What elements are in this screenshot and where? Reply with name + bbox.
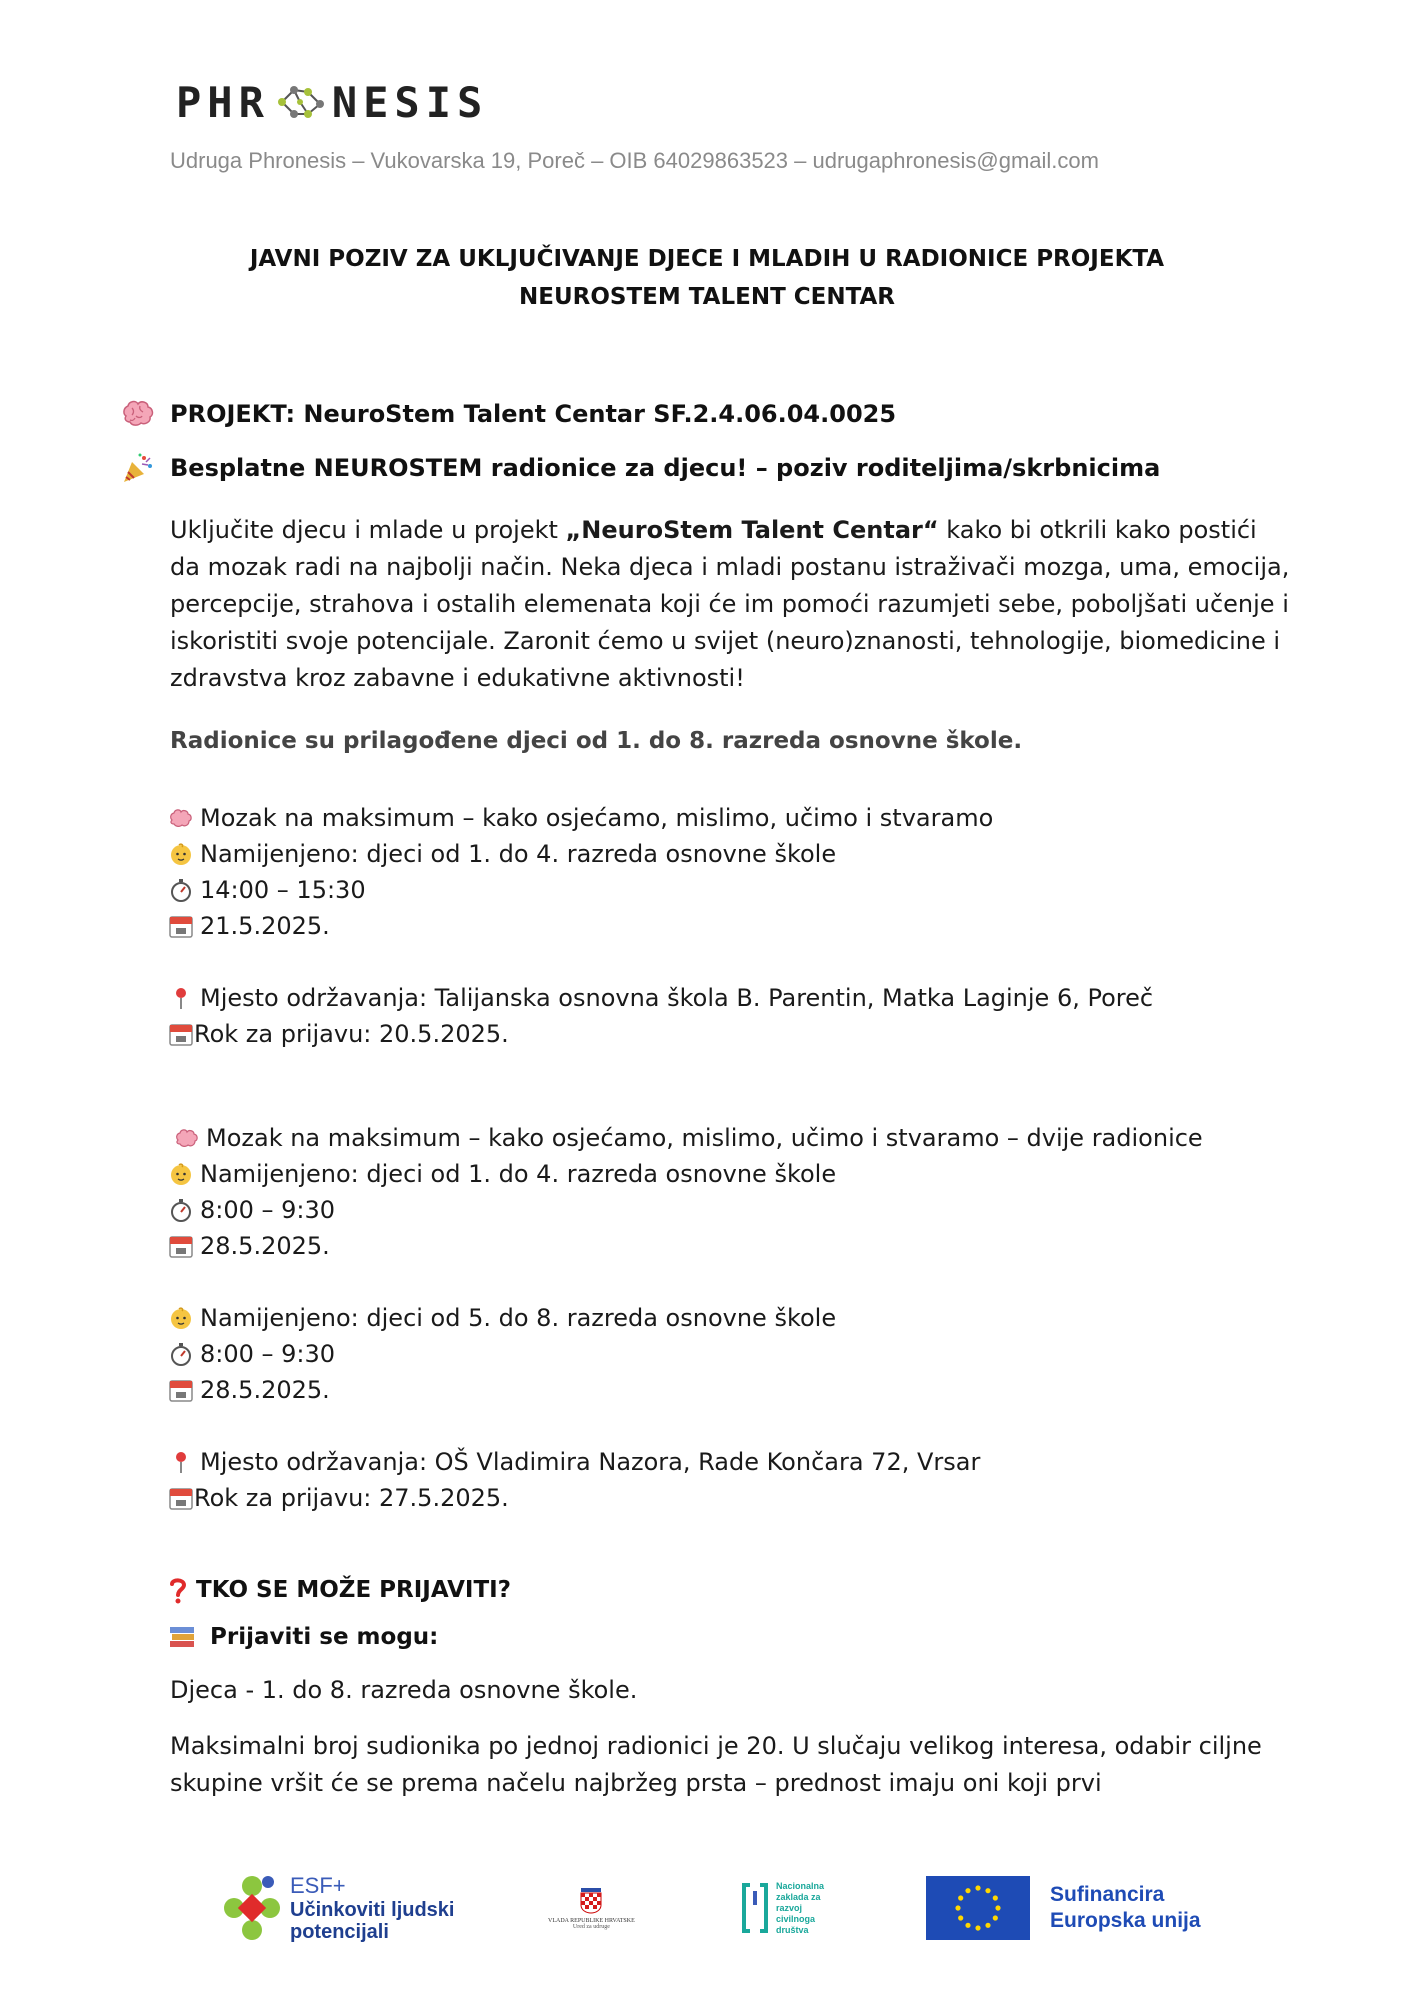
calendar-icon: [168, 913, 194, 939]
intro-project-name: „NeuroStem Talent Centar“: [565, 516, 939, 544]
pushpin-icon: [168, 1449, 194, 1475]
workshop2b-date: [168, 1372, 330, 1408]
workshop2a-date-text: 28.5.2025.: [200, 1232, 330, 1260]
nzrcd-line1: Nacionalna: [776, 1880, 825, 1891]
workshop2a-time: [168, 1192, 335, 1228]
vlada-line1: VLADA REPUBLIKE HRVATSKE: [548, 1918, 635, 1924]
workshop2b-date-text: 28.5.2025.: [200, 1376, 330, 1404]
molecule-icon: [272, 80, 330, 124]
workshop2-location-text: Mjesto održavanja: OŠ Vladimira Nazora, Rade Končara 72, Vrsar: [200, 1448, 981, 1476]
workshop1-time: [168, 872, 366, 908]
croatian-coat-of-arms-icon: [580, 1886, 602, 1914]
who-max-participants: Maksimalni broj sudionika po jednoj radionici je 20. U slučaju velikog interesa, odabir ciljne skupine vršit će se prema načelu najbržeg prsta – prednost imaju oni koji prvi: [170, 1732, 1262, 1797]
intro-paragraph: [170, 512, 1290, 697]
workshop2-title: [174, 1120, 1203, 1156]
phronesis-logo: [176, 77, 489, 127]
vlada-line2: Ured za udruge: [572, 1924, 610, 1930]
eu-text-block: [1050, 1882, 1201, 1934]
who-subheading: [168, 1624, 438, 1650]
eu-line2: Europska unija: [1050, 1909, 1201, 1932]
project-subheading: [120, 452, 1160, 484]
brain-icon: [174, 1125, 200, 1151]
eu-star: [975, 1885, 980, 1890]
nzrcd-line3: razvoj: [776, 1902, 803, 1913]
workshop2-location: [168, 1444, 980, 1480]
workshop1-deadline-text: Rok za prijavu: 20.5.2025.: [194, 1020, 509, 1048]
brain-icon: [168, 805, 194, 831]
logo-text-left: PHR: [176, 77, 270, 127]
calendar-icon: [168, 1233, 194, 1259]
eu-star: [965, 1888, 970, 1893]
doc-title-line2: NEUROSTEM TALENT CENTAR: [518, 284, 896, 310]
eu-star: [965, 1923, 970, 1928]
eu-star: [955, 1905, 960, 1910]
workshop2b-time: [168, 1336, 335, 1372]
eu-star: [958, 1895, 963, 1900]
stopwatch-icon: [168, 877, 194, 903]
intro-after: kako bi otkrili kako postići da mozak radi na najbolji način. Neka djeca i mladi postanu istraživači mozga, uma, emocija, percepcije, strahova i ostalih elemenata koji će im pomoći razumjeti sebe, poboljšati učenje i iskoristiti svoje potencijale. Zaronit ćemo u svijet (neuro)znanosti, tehnologije, biomedicine i zdravstva kroz zabavne i edukativne aktivnosti!: [170, 516, 1290, 692]
esf-line2: potencijali: [290, 1921, 389, 1943]
age-note: Radionice su prilagođene djeci od 1. do 8. razreda osnovne škole.: [170, 728, 1023, 754]
eu-star: [985, 1888, 990, 1893]
calendar-icon: [168, 1021, 194, 1047]
workshop2a-audience: [168, 1156, 836, 1192]
eu-logo: [926, 1868, 1201, 1948]
nzrcd-line2: zaklada za: [776, 1891, 821, 1902]
who-heading-text: TKO SE MOŽE PRIJAVITI?: [196, 1577, 512, 1603]
eu-star: [995, 1905, 1000, 1910]
workshop1-deadline: [168, 1016, 509, 1052]
esf-text-block: [290, 1873, 454, 1943]
nzrcd-line4: civilnoga: [776, 1913, 816, 1924]
logo-text-right: NESIS: [331, 77, 489, 127]
pushpin-icon: [168, 985, 194, 1011]
doc-title-line1: JAVNI POZIV ZA UKLJUČIVANJE DJECE I MLADIH U RADIONICE PROJEKTA: [249, 246, 1165, 272]
calendar-icon: [168, 1485, 194, 1511]
vlada-logo: [548, 1868, 635, 1948]
baby-icon: [168, 1161, 194, 1187]
baby-icon: [168, 841, 194, 867]
workshop1-date: [168, 908, 330, 944]
esf-top-text: ESF+: [290, 1873, 346, 1898]
workshop2-deadline: [168, 1480, 509, 1516]
intro-before: Uključite djecu i mlade u projekt: [170, 516, 566, 544]
who-eligible: Djeca - 1. do 8. razreda osnovne škole.: [170, 1676, 638, 1704]
workshop1-title: [168, 800, 993, 836]
workshop1-date-text: 21.5.2025.: [200, 912, 330, 940]
project-heading-text: PROJEKT: NeuroStem Talent Centar SF.2.4.06.04.0025: [170, 400, 897, 428]
eu-star: [975, 1925, 980, 1930]
question-mark-icon: [168, 1576, 188, 1604]
workshop1-location-text: Mjesto održavanja: Talijanska osnovna škola B. Parentin, Matka Laginje 6, Poreč: [200, 984, 1154, 1012]
contact-line: Udruga Phronesis – Vukovarska 19, Poreč – OIB 64029863523 – udrugaphronesis@gmail.com: [170, 148, 1099, 173]
workshop1-time-text: 14:00 – 15:30: [200, 876, 366, 904]
workshop2a-audience-text: Namijenjeno: djeci od 1. do 4. razreda osnovne škole: [200, 1160, 837, 1188]
eu-star: [993, 1895, 998, 1900]
workshop2b-audience: [168, 1300, 836, 1336]
esf-flower-icon: [222, 1874, 282, 1942]
eu-line1: Sufinancira: [1050, 1883, 1165, 1906]
books-icon: [168, 1624, 196, 1650]
workshop2a-date: [168, 1228, 330, 1264]
nzrcd-text: [776, 1881, 824, 1936]
eu-flag-icon: [926, 1876, 1030, 1940]
esf-logo: [222, 1868, 454, 1948]
brain-icon: [120, 398, 156, 430]
party-popper-icon: [120, 452, 156, 484]
stopwatch-icon: [168, 1197, 194, 1223]
workshop1-audience: [168, 836, 836, 872]
eu-star: [958, 1915, 963, 1920]
eu-star: [985, 1923, 990, 1928]
esf-line1: Učinkoviti ljudski: [290, 1899, 455, 1921]
project-subheading-text: Besplatne NEUROSTEM radionice za djecu! – poziv roditeljima/skrbnicima: [170, 454, 1161, 482]
workshop2a-time-text: 8:00 – 9:30: [200, 1196, 336, 1224]
workshop1-location: [168, 980, 1153, 1016]
workshop1-audience-text: Namijenjeno: djeci od 1. do 4. razreda osnovne škole: [200, 840, 837, 868]
who-subheading-text: Prijaviti se mogu:: [210, 1624, 439, 1650]
workshop2b-time-text: 8:00 – 9:30: [200, 1340, 336, 1368]
calendar-icon: [168, 1377, 194, 1403]
eu-star: [993, 1915, 998, 1920]
project-heading: [120, 398, 896, 430]
who-heading: [168, 1576, 511, 1604]
workshop2-deadline-text: Rok za prijavu: 27.5.2025.: [194, 1484, 509, 1512]
workshop2-title-text: Mozak na maksimum – kako osjećamo, mislimo, učimo i stvaramo – dvije radionice: [206, 1124, 1203, 1152]
workshop1-title-text: Mozak na maksimum – kako osjećamo, mislimo, učimo i stvaramo: [200, 804, 994, 832]
nzrcd-line5: društva: [776, 1924, 809, 1935]
workshop2b-audience-text: Namijenjeno: djeci od 5. do 8. razreda osnovne škole: [200, 1304, 837, 1332]
stopwatch-icon: [168, 1341, 194, 1367]
nzrcd-logo: [740, 1868, 824, 1948]
bracket-logo-icon: [740, 1881, 770, 1935]
baby-icon: [168, 1305, 194, 1331]
